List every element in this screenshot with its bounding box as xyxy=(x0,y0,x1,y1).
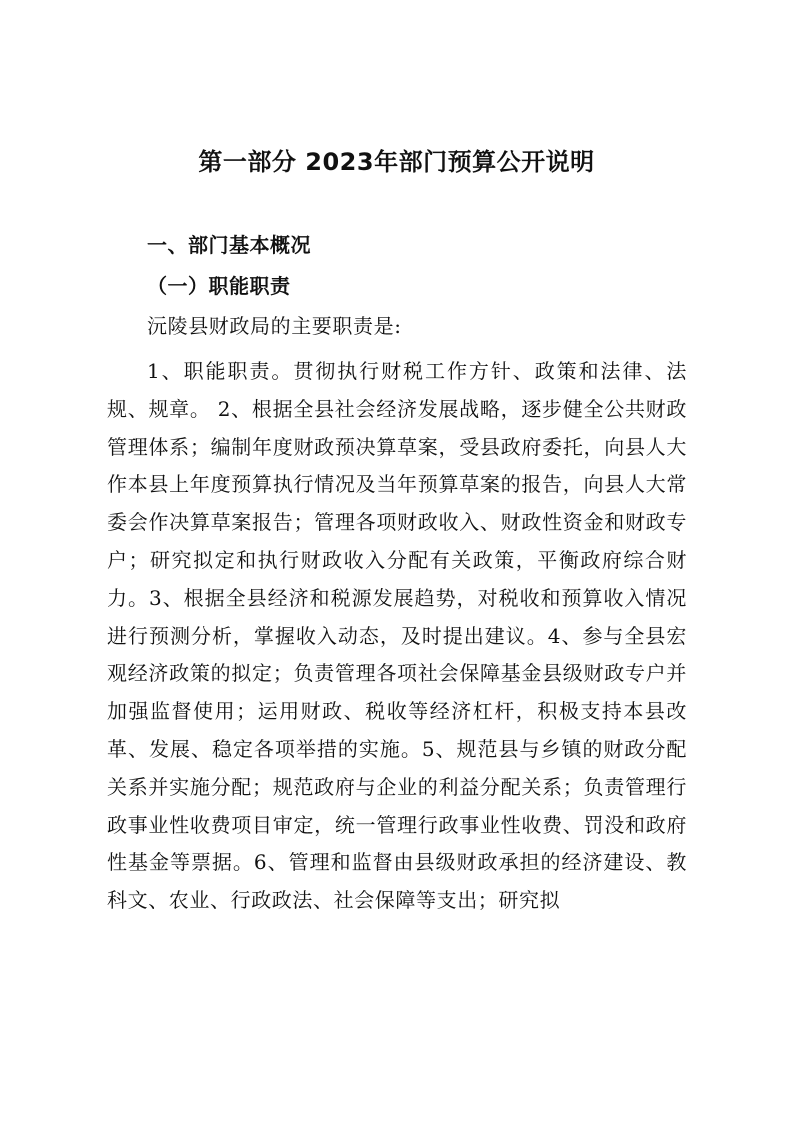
section-heading: 一、部门基本概况 xyxy=(147,233,311,257)
document-title: 第一部分 2023年部门预算公开说明 xyxy=(198,148,595,176)
intro-line: 沅陵县财政局的主要职责是: xyxy=(147,314,402,338)
body-paragraph: 1、职能职责。贯彻执行财税工作方针、政策和法律、法规、规章。 2、根据全县社会经济发展战略，逐步健全公共财政管理体系；编制年度财政预决算草案，受县政府委托，向县人大作本县上年度预算执行情况及当年预算草案的报告，向县人大常委会作决算草案报告；管理各项财政收入、财政性资金和财政专户；研究拟定和执行财政收入分配有关政策，平衡政府综合财力。3、根据全县经济和税源发展趋势，对税收和预算收入情况进行预测分析，掌握收入动态，及时提出建议。4、参与全县宏观经济政策的拟定；负责管理各项社会保障基金县级财政专户并加强监督使用；运用财政、税收等经济杠杆，积极支持本县改革、发展、稳定各项举措的实施。5、规范县与乡镇的财政分配关系并实施分配；规范政府与企业的利益分配关系；负责管理行政事业性收费项目审定，统一管理行政事业性收费、罚没和政府性基金等票据。6、管理和监督由县级财政承担的经济建设、教科文、农业、行政政法、社会保障等支出；研究拟 xyxy=(107,359,687,913)
subsection-heading: （一）职能职责 xyxy=(147,274,291,298)
